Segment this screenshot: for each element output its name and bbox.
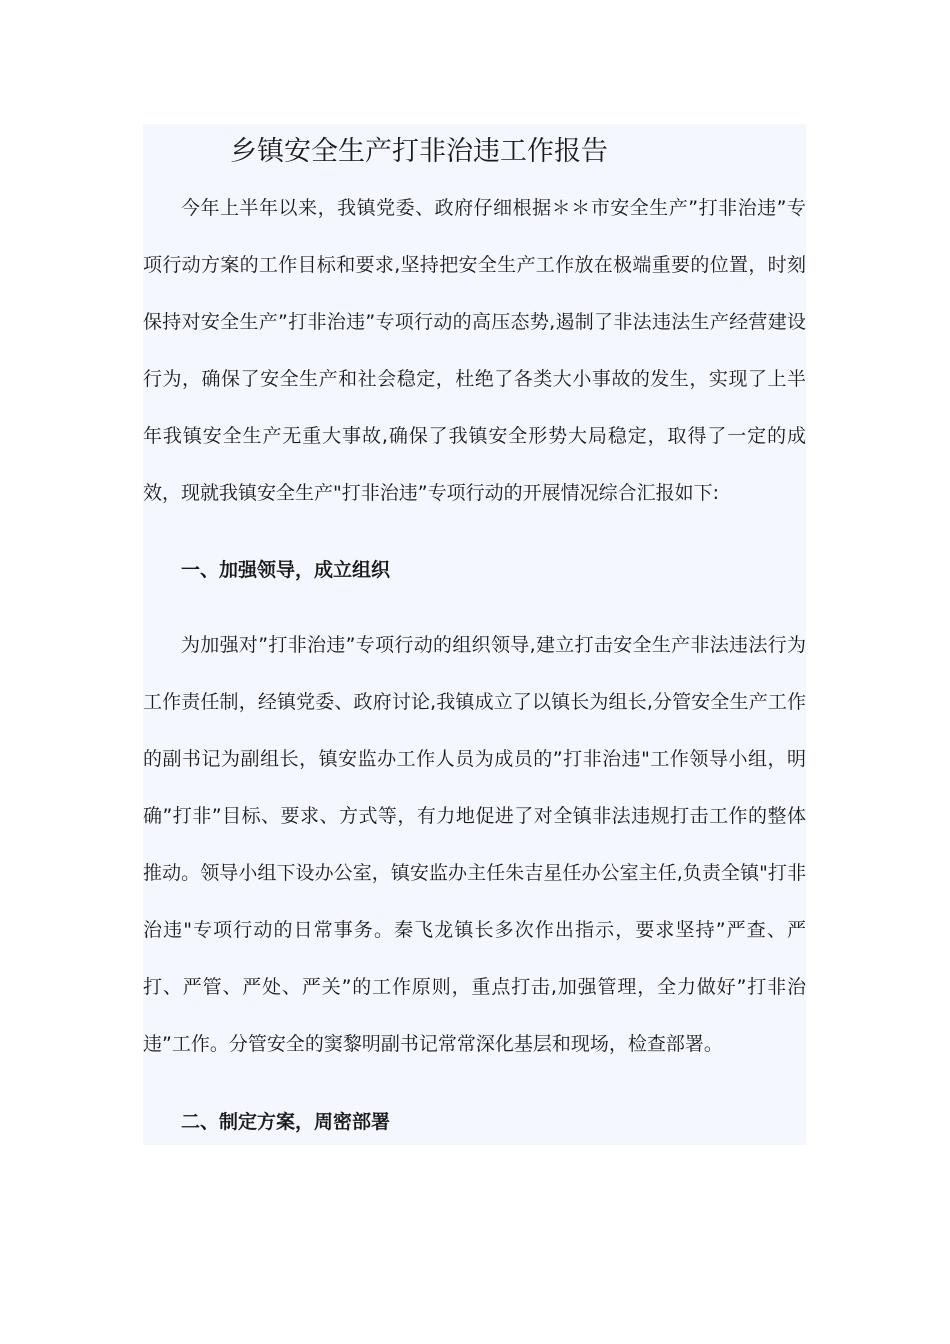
section-1-paragraph: 为加强对”打非治违”专项行动的组织领导,建立打击安全生产非法违法行为工作责任制，经镇党委、政府讨论,我镇成立了以镇长为组长,分管安全生产工作的副书记为副组长，镇安监办工作人员为成员的”打非治违"工作领导小组，明确”打非”目标、要求、方式等，有力地促进了对全镇非法违规打击工作的整体推动。领导小组下设办公室，镇安监办主任朱吉星任办公室主任,负责全镇"打非治违"专项行动的日常事务。秦飞龙镇长多次作出指示，要求坚持”严查、严打、严管、严处、严关”的工作原则，重点打击,加强管理，全力做好”打非治违”工作。分管安全的窦黎明副书记常常深化基层和现场，检查部署。: [143, 634, 806, 1055]
section-heading-2: 二、制定方案，周密部署: [181, 1111, 391, 1133]
intro-paragraph: 今年上半年以来，我镇党委、政府仔细根据＊＊市安全生产”打非治违”专项行动方案的工作目标和要求,坚持把安全生产工作放在极端重要的位置，时刻保持对安全生产”打非治违”专项行动的高压态势,遏制了非法违法生产经营建设行为，确保了安全生产和社会稳定，杜绝了各类大小事故的发生，实现了上半年我镇安全生产无重大事故,确保了我镇安全形势大局稳定，取得了一定的成效，现就我镇安全生产"打非治违”专项行动的开展情况综合汇报如下:: [143, 197, 806, 504]
document-title: 乡镇安全生产打非治违工作报告: [230, 136, 608, 167]
section-heading-1: 一、加强领导，成立组织: [181, 559, 391, 581]
